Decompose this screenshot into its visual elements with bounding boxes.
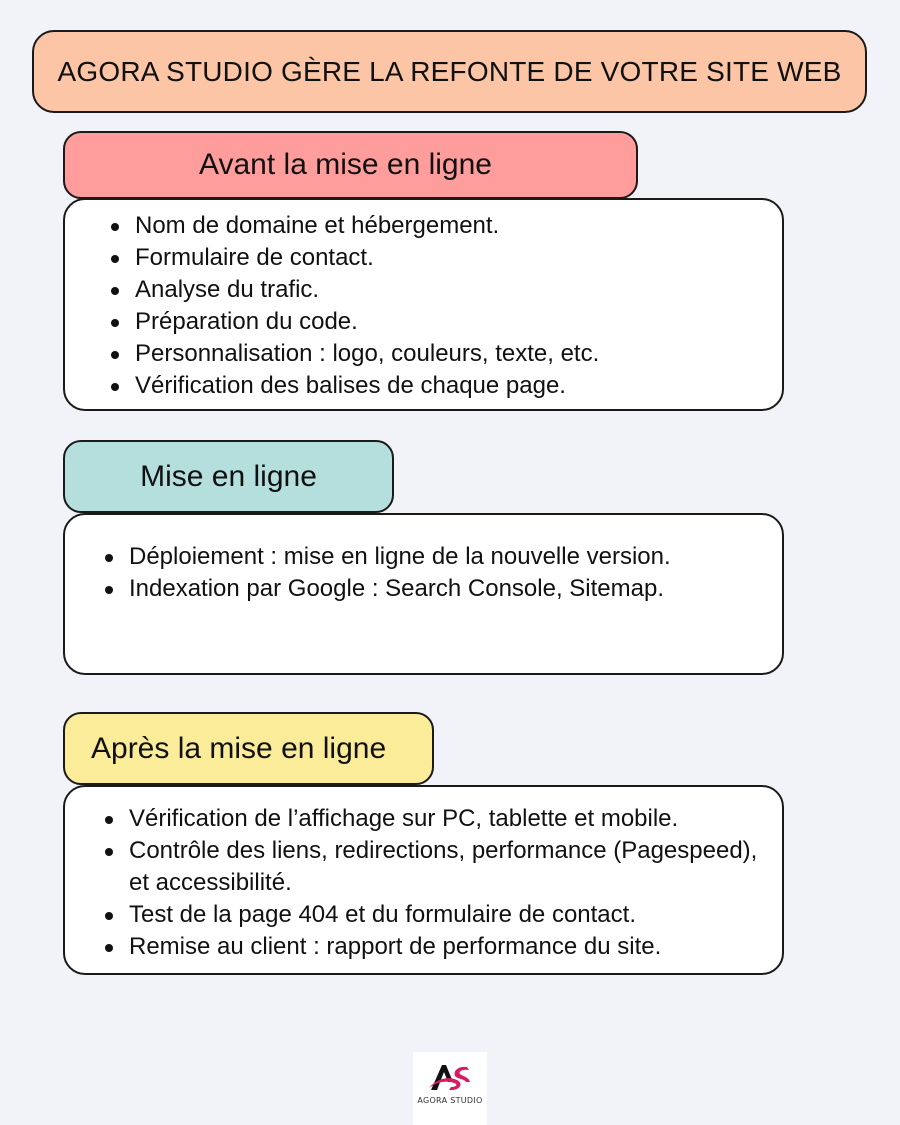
list-item: Indexation par Google : Search Console, Sitemap.: [99, 573, 671, 605]
section-header-before-launch: [63, 131, 638, 199]
list-item: Analyse du trafic.: [105, 274, 599, 306]
bullet-list: [99, 541, 671, 605]
bullet-list: [105, 210, 599, 402]
list-item: Remise au client : rapport de performance du site.: [99, 931, 759, 963]
list-item: Formulaire de contact.: [105, 242, 599, 274]
agora-studio-logo: [413, 1052, 487, 1125]
list-item: Vérification de l’affichage sur PC, tablette et mobile.: [99, 803, 759, 835]
list-item: Vérification des balises de chaque page.: [105, 370, 599, 402]
list-item: Personnalisation : logo, couleurs, texte, etc.: [105, 338, 599, 370]
section-title: Avant la mise en ligne: [199, 148, 492, 181]
list-item: Déploiement : mise en ligne de la nouvelle version.: [99, 541, 671, 573]
list-item: Préparation du code.: [105, 306, 599, 338]
logo-text: AGORA STUDIO: [417, 1096, 483, 1105]
section-body-after-launch: [63, 785, 784, 975]
bullet-list: [99, 803, 759, 963]
section-body-launch: [63, 513, 784, 675]
section-body-before-launch: [63, 198, 784, 411]
section-title: Après la mise en ligne: [91, 731, 387, 765]
section-title: Mise en ligne: [140, 459, 317, 493]
section-header-launch: [63, 440, 394, 513]
page-title-banner: [32, 30, 867, 113]
list-item: Test de la page 404 et du formulaire de contact.: [99, 899, 759, 931]
list-item: Contrôle des liens, redirections, performance (Pagespeed), et accessibilité.: [99, 835, 759, 899]
as-monogram-icon: [427, 1062, 473, 1094]
list-item: Nom de domaine et hébergement.: [105, 210, 599, 242]
section-header-after-launch: [63, 712, 434, 785]
page-title: AGORA STUDIO GÈRE LA REFONTE DE VOTRE SITE WEB: [57, 55, 842, 87]
